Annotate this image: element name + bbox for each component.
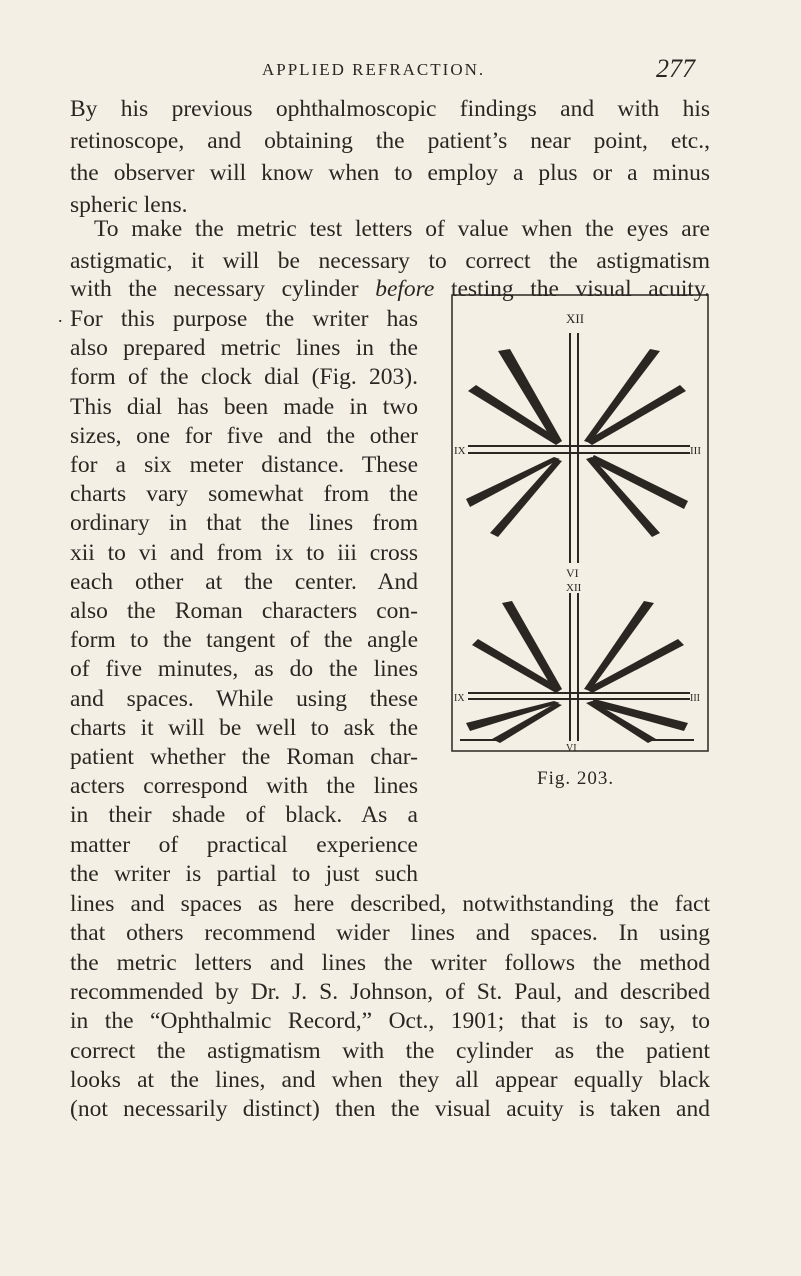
text-line: looks at the lines, and when they all appear equally black [70,1067,710,1093]
text-line: also prepared metric lines in the [70,335,418,361]
text-line: each other at the center. And [70,569,418,595]
page-number: 277 [656,54,695,83]
numeral-vi: VI [566,743,577,753]
text-line: correct the astigmatism with the cylinder as the patient [70,1038,710,1064]
text-line: recommended by Dr. J. S. Johnson, of St. Paul, and described [70,979,710,1005]
margin-mark: . [58,306,63,326]
dial-wedge [468,385,562,445]
text-segment: testing the visual acuity. [450,276,710,302]
text-line: the metric letters and lines the writer follows the method [70,950,710,976]
text-line: for a six meter distance. These [70,452,418,478]
text-line: lines and spaces as here described, notwithstanding the fact [70,891,710,917]
text-line: This dial has been made in two [70,394,418,420]
numeral-iii: III [690,445,701,457]
text-line: For this purpose the writer has [70,306,418,332]
text-line: retinoscope, and obtaining the patient’s near point, etc., [70,128,710,154]
figure-frame [452,295,708,751]
text-line: in their shade of black. As a [70,802,418,828]
text-line: matter of practical experience [70,832,418,858]
numeral-ix: IX [454,445,466,457]
text-line: By his previous ophthalmoscopic findings and with his [70,96,710,122]
text-line: the observer will know when to employ a plus or a minus [70,160,710,186]
text-segment: with the necessary cylinder [70,276,359,302]
text-line: charts vary somewhat from the [70,481,418,507]
text-line: that others recommend wider lines and spaces. In using [70,920,710,946]
fine-print-mark [650,739,694,741]
text-line: xii to vi and from ix to iii cross [70,540,418,566]
text-line: also the Roman characters con- [70,598,418,624]
text-line: in the “Ophthalmic Record,” Oct., 1901; that is to say, to [70,1008,710,1034]
dial-wedge [584,349,660,443]
numeral-iii: III [690,693,700,704]
text-line: To make the metric test letters of value when the eyes are [94,216,710,242]
text-line: sizes, one for five and the other [70,423,418,449]
text-line: astigmatic, it will be necessary to correct the astigmatism [70,248,710,274]
clock-dial-bottom [454,582,700,753]
figure-clock-dials [450,293,710,753]
running-head [0,54,801,88]
dial-wedge [466,457,560,507]
dial-wedge [466,701,560,731]
text-line: of five minutes, as do the lines [70,656,418,682]
text-line: spheric lens. [70,192,188,218]
numeral-xii: XII [566,311,585,326]
text-line: charts it will be well to ask the [70,715,418,741]
text-line: (not necessarily distinct) then the visual acuity is taken and [70,1096,710,1122]
running-title: APPLIED REFRACTION. [262,60,486,79]
figure-caption: Fig. 203. [537,768,615,789]
numeral-vi: VI [566,566,579,580]
dial-wedge [590,455,688,509]
fine-print-mark [460,739,500,741]
text-line: and spaces. While using these [70,686,418,712]
numeral-xii: XII [566,582,582,594]
text-line: the writer is partial to just such [70,861,418,887]
text-line: form to the tangent of the angle [70,627,418,653]
text-line: ordinary in that the lines from [70,510,418,536]
dial-wedge [586,457,660,537]
text-line: form of the clock dial (Fig. 203). [70,364,418,390]
emphasis-before: before [375,276,435,302]
text-line: acters correspond with the lines [70,773,418,799]
dial-wedge [586,385,686,445]
text-line: patient whether the Roman char- [70,744,418,770]
numeral-ix: IX [454,693,465,704]
clock-dial-top [454,311,701,580]
